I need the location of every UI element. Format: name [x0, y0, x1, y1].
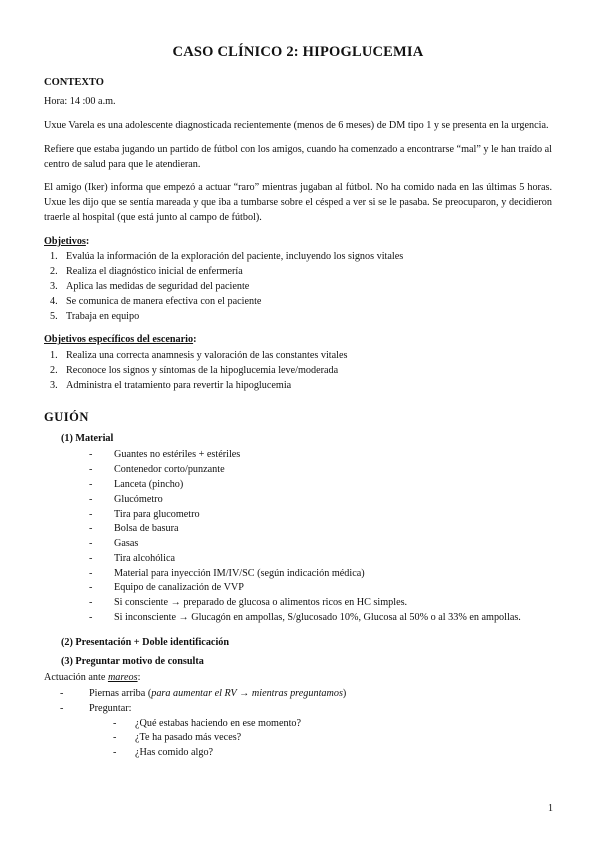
script-heading: GUIÓN — [44, 409, 89, 424]
list-item: - Si inconsciente → Glucagón en ampollas, S/glucosado 10%, Glucosa al 50% o al 33% en ampollas. — [89, 612, 521, 624]
list-item: - Tira alcohólica — [89, 552, 176, 564]
list-item: - Si consciente → preparado de glucosa o alimentos ricos en HC simples. — [89, 597, 408, 609]
consult-heading: (3) Preguntar motivo de consulta — [61, 655, 204, 667]
list-item: - Guantes no estériles + estériles — [89, 449, 241, 461]
list-item: - Gasas — [89, 538, 139, 550]
context-paragraph-2: Refiere que estaba jugando un partido de fútbol con los amigos, cuando ha comenzado a encontrarse “mal” y le han traído al centro de salud para que le atendieran. — [44, 143, 552, 170]
objectives-list — [44, 250, 552, 324]
material-list — [44, 448, 552, 625]
list-item: - Piernas arriba (para aumentar el RV → mientras preguntamos) — [60, 688, 347, 700]
list-item: - Glucómetro — [89, 493, 163, 505]
list-item: 2. Realiza el diagnóstico inicial de enfermería — [50, 266, 243, 278]
context-heading: CONTEXTO — [44, 77, 104, 89]
list-item: 1. Evalúa la información de la exploración del paciente, incluyendo los signos vitales — [50, 251, 404, 263]
specific-objectives-list — [44, 349, 552, 393]
context-paragraph-1: Uxue Varela es una adolescente diagnosticada recientemente (menos de 6 meses) de DM tipo 1 y se presenta en la urgencia. — [44, 120, 549, 132]
presentation-heading: (2) Presentación + Doble identificación — [61, 636, 230, 648]
page-title: CASO CLÍNICO 2: HIPOGLUCEMIA — [172, 44, 424, 60]
context-time: Hora: 14 :00 a.m. — [44, 96, 116, 108]
list-item: - Preguntar: - ¿Qué estabas haciendo en ese momento? - ¿Te ha pasado más veces? - ¿Has comido algo? — [60, 702, 552, 761]
list-item: - Bolsa de basura — [89, 523, 179, 535]
questions-list — [89, 717, 552, 761]
context-paragraph-3: El amigo (Iker) informa que empezó a actuar “raro” mientras jugaban al fútbol. No ha comido nada en las últimas 5 horas. Uxue les dijo que se sentía mareada y que iba a tumbarse sobre el césped a ver si se le pasaba. Se preocuparon, y decidieron traerle al hospital (que está junto al campo de fútbol). — [44, 182, 552, 223]
list-item: - ¿Has comido algo? — [113, 747, 214, 759]
list-item: - Contenedor corto/punzante — [89, 464, 225, 476]
list-item: 1. Realiza una correcta anamnesis y valoración de las constantes vitales — [50, 350, 348, 362]
action-line: Actuación ante mareos: — [44, 672, 141, 684]
action-list — [44, 687, 552, 761]
material-heading: (1) Material — [61, 432, 114, 444]
list-item: 3. Aplica las medidas de seguridad del paciente — [50, 281, 250, 293]
list-item: - ¿Qué estabas haciendo en ese momento? — [113, 717, 302, 729]
list-item: - Material para inyección IM/IV/SC (según indicación médica) — [89, 567, 365, 579]
list-item: 5. Trabaja en equipo — [50, 310, 140, 322]
list-item: - ¿Te ha pasado más veces? — [113, 732, 242, 744]
list-item: - Tira para glucometro — [89, 508, 200, 520]
list-item: - Equipo de canalización de VVP — [89, 582, 244, 594]
list-item: 3. Administra el tratamiento para revertir la hipoglucemia — [50, 379, 292, 391]
list-item: - Lanceta (pincho) — [89, 478, 184, 490]
specific-objectives-heading: Objetivos específicos del escenario: — [44, 334, 197, 346]
document-page — [44, 42, 552, 761]
list-item: 2. Reconoce los signos y síntomas de la hipoglucemia leve/moderada — [50, 364, 339, 376]
list-item: 4. Se comunica de manera efectiva con el paciente — [50, 295, 262, 307]
page-number: 1 — [548, 802, 553, 814]
objectives-heading: Objetivos: — [44, 235, 90, 247]
